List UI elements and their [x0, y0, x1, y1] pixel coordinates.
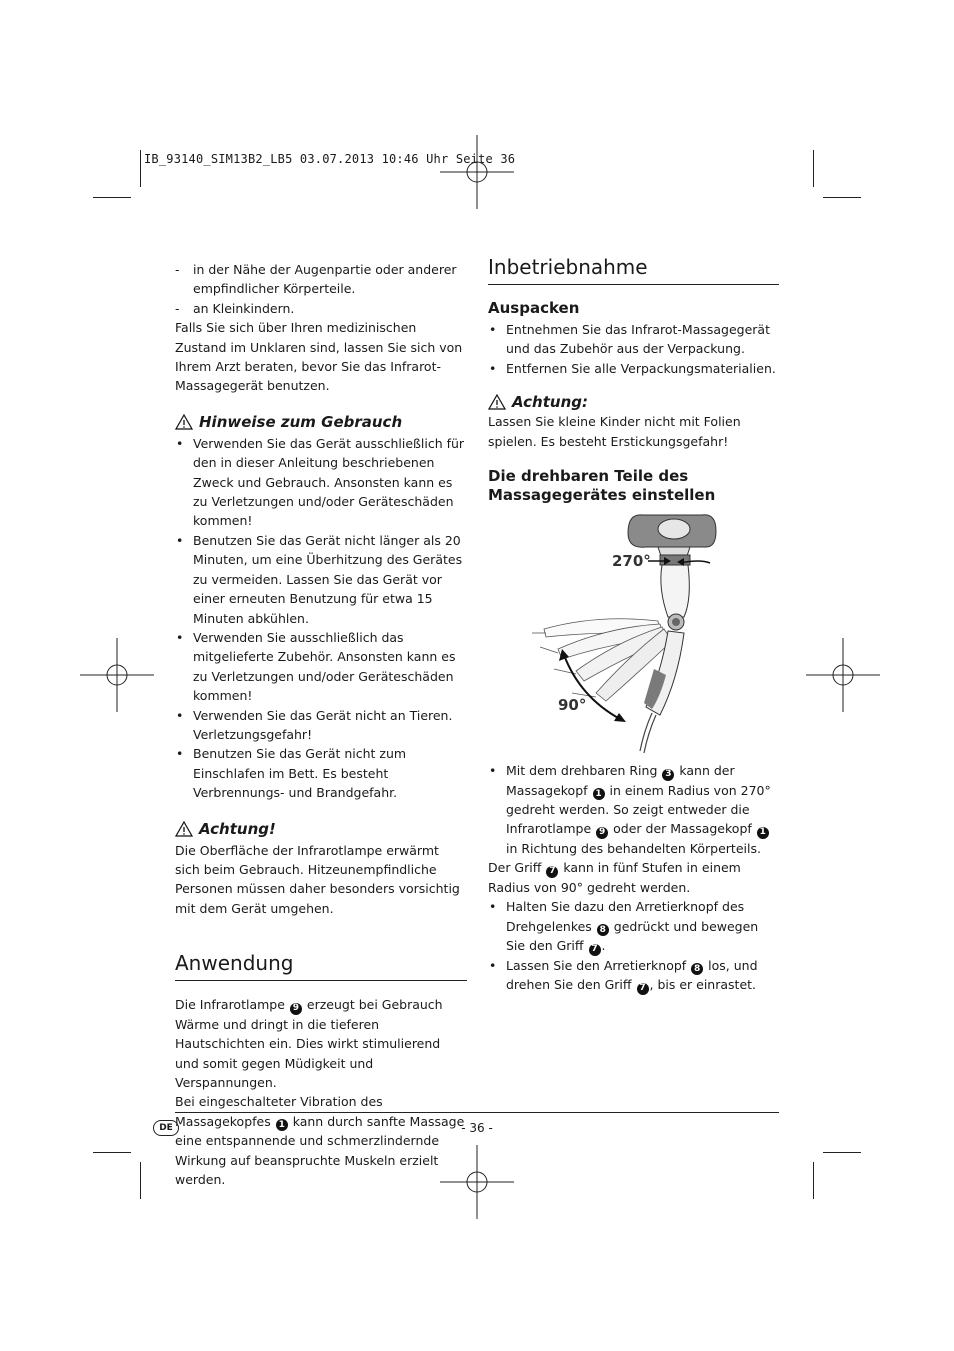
- crop-mark: [140, 1162, 141, 1199]
- text-run: , bis er einrastet.: [649, 977, 757, 993]
- part-number-badge: 7: [637, 983, 649, 995]
- list-item-text: Benutzen Sie das Gerät nicht länger als 20 Minuten, um eine Überhitzung des Gerätes zu vermeiden. Lassen Sie das Gerät vor einer erneuten Benutzung für etwa 15 Minuten abkühlen.: [193, 532, 463, 626]
- auspacken-heading: Auspacken: [488, 299, 580, 317]
- list-item: [175, 299, 467, 318]
- part-number-badge: 9: [596, 827, 608, 839]
- print-slug: IB_93140_SIM13B2_LB5 03.07.2013 10:46 Uhr Seite 36: [144, 152, 516, 166]
- paragraph: Lassen Sie kleine Kinder nicht mit Folien spielen. Es besteht Erstickungsgefahr!: [488, 414, 741, 449]
- crop-mark: [93, 1152, 131, 1153]
- crop-mark: [823, 1152, 861, 1153]
- figure-label-90: 90°: [558, 696, 587, 715]
- text-run: los, und drehen Sie den Griff: [506, 957, 758, 993]
- text-run: .: [601, 938, 606, 954]
- part-number-badge: 9: [290, 1003, 302, 1015]
- left-column: [175, 260, 467, 1189]
- paragraph: Falls Sie sich über Ihren medizinischen Zustand im Unklaren sind, lassen Sie sich von Ihrem Arzt beraten, bevor Sie das Infrarot-Massagegerät benutzen.: [175, 320, 463, 394]
- crop-mark: [813, 150, 814, 187]
- list-item-text: in der Nähe der Augenpartie oder anderer empfindlicher Körperteile.: [193, 262, 457, 297]
- list-item: [488, 359, 779, 378]
- list-item-text: Entfernen Sie alle Verpackungsmaterialien.: [506, 360, 776, 376]
- text-run: in Richtung des behandelten Körperteils.: [506, 840, 761, 856]
- page-number: - 36 -: [461, 1121, 493, 1135]
- warning-icon: [175, 414, 193, 430]
- list-item-text: Verwenden Sie das Gerät ausschließlich für den in dieser Anleitung beschriebenen Zweck und Gebrauch. Ansonsten kann es zu Verletzungen und/oder Geräteschäden kommen!: [193, 435, 465, 529]
- paragraph: Die Oberfläche der Infrarotlampe erwärmt sich beim Gebrauch. Hitzeunempfindliche Personen müssen daher besonders vorsichtig mit dem Gerät umgehen.: [175, 842, 460, 916]
- text-run: gedrückt und bewegen Sie den Griff: [506, 918, 759, 954]
- text-run: Der Griff: [488, 860, 542, 876]
- warning-icon: [488, 394, 506, 410]
- achtung-heading: [488, 392, 779, 412]
- anwendung-heading: Anwendung: [175, 950, 467, 981]
- list-item: [488, 897, 779, 955]
- crop-mark: [813, 1162, 814, 1199]
- text-run: oder der Massagekopf: [613, 821, 752, 837]
- text-run: kann in fünf Stufen in einem Radius von 90° gedreht werden.: [488, 860, 741, 895]
- part-number-badge: 7: [589, 944, 601, 956]
- list-item: [175, 706, 467, 745]
- part-number-badge: 8: [691, 963, 703, 975]
- paragraph: [488, 858, 779, 897]
- list-item: [175, 744, 467, 802]
- part-number-badge: 3: [662, 769, 674, 781]
- crop-mark: [823, 197, 861, 198]
- list-item: [175, 628, 467, 706]
- list-item-text: Verwenden Sie das Gerät nicht an Tieren. Verletzungsgefahr!: [193, 707, 453, 742]
- registration-mark-icon: [80, 638, 154, 712]
- part-number-badge: 1: [757, 827, 769, 839]
- drehbar-heading: Die drehbaren Teile des Massagegerätes einstellen: [488, 467, 716, 505]
- text-run: Die Infrarotlampe: [175, 997, 285, 1013]
- paragraph: [175, 1092, 467, 1189]
- list-item-text: Verwenden Sie ausschließlich das mitgelieferte Zubehör. Ansonsten kann es zu Verletzungen und/oder Geräteschäden kommen!: [193, 629, 456, 704]
- footer-rule: [175, 1112, 779, 1113]
- list-item: [175, 260, 467, 299]
- text-run: kann durch sanfte Massage eine entspannende und schmerzlindernde Wirkung auf beanspruchte Muskeln erzielt werden.: [175, 1113, 465, 1188]
- massager-illustration: [488, 509, 779, 755]
- figure-label-270: 270°: [612, 552, 651, 571]
- hints-heading-text: Hinweise zum Gebrauch: [199, 412, 403, 431]
- crop-mark: [140, 150, 141, 187]
- list-item: [488, 956, 779, 995]
- text-run: Bei eingeschalteter Vibration des Massagekopfes: [175, 1094, 383, 1129]
- list-item-text: an Kleinkindern.: [193, 300, 295, 316]
- right-column: [488, 254, 779, 995]
- list-item: [488, 761, 779, 858]
- text-run: kann der Massagekopf: [506, 763, 735, 798]
- text-run: erzeugt bei Gebrauch Wärme und dringt in die tieferen Hautschichten ein. Dies wirkt stimulierend und somit gegen Müdigkeit und Verspannungen.: [175, 997, 443, 1090]
- text-run: Mit dem drehbaren Ring: [506, 763, 658, 779]
- text-run: in einem Radius von 270° gedreht werden. So zeigt entweder die Infrarotlampe: [506, 782, 771, 837]
- warning-icon: [175, 821, 193, 837]
- achtung-heading-text: Achtung!: [199, 819, 276, 838]
- part-number-badge: 1: [276, 1119, 288, 1131]
- list-item-text: Benutzen Sie das Gerät nicht zum Einschlafen im Bett. Es besteht Verbrennungs- und Brandgefahr.: [193, 746, 407, 801]
- list-item: [488, 320, 779, 359]
- crop-mark: [93, 197, 131, 198]
- part-number-badge: 1: [593, 788, 605, 800]
- achtung-heading: [175, 819, 467, 839]
- inbetriebnahme-heading: Inbetriebnahme: [488, 254, 779, 285]
- list-item-text: Entnehmen Sie das Infrarot-Massagegerät und das Zubehör aus der Verpackung.: [506, 322, 770, 357]
- part-number-badge: 7: [546, 866, 558, 878]
- hints-heading: [175, 412, 467, 432]
- achtung-heading-text: Achtung:: [512, 393, 588, 412]
- text-run: Lassen Sie den Arretierknopf: [506, 957, 687, 973]
- list-item: [175, 434, 467, 531]
- registration-mark-icon: [440, 135, 514, 209]
- part-number-badge: 8: [597, 924, 609, 936]
- list-item: [175, 531, 467, 628]
- text-run: Halten Sie dazu den Arretierknopf des Drehgelenkes: [506, 899, 745, 934]
- language-badge: DE: [153, 1120, 179, 1136]
- registration-mark-icon: [806, 638, 880, 712]
- massager-rotation-figure: [488, 509, 779, 755]
- paragraph: [175, 995, 467, 1092]
